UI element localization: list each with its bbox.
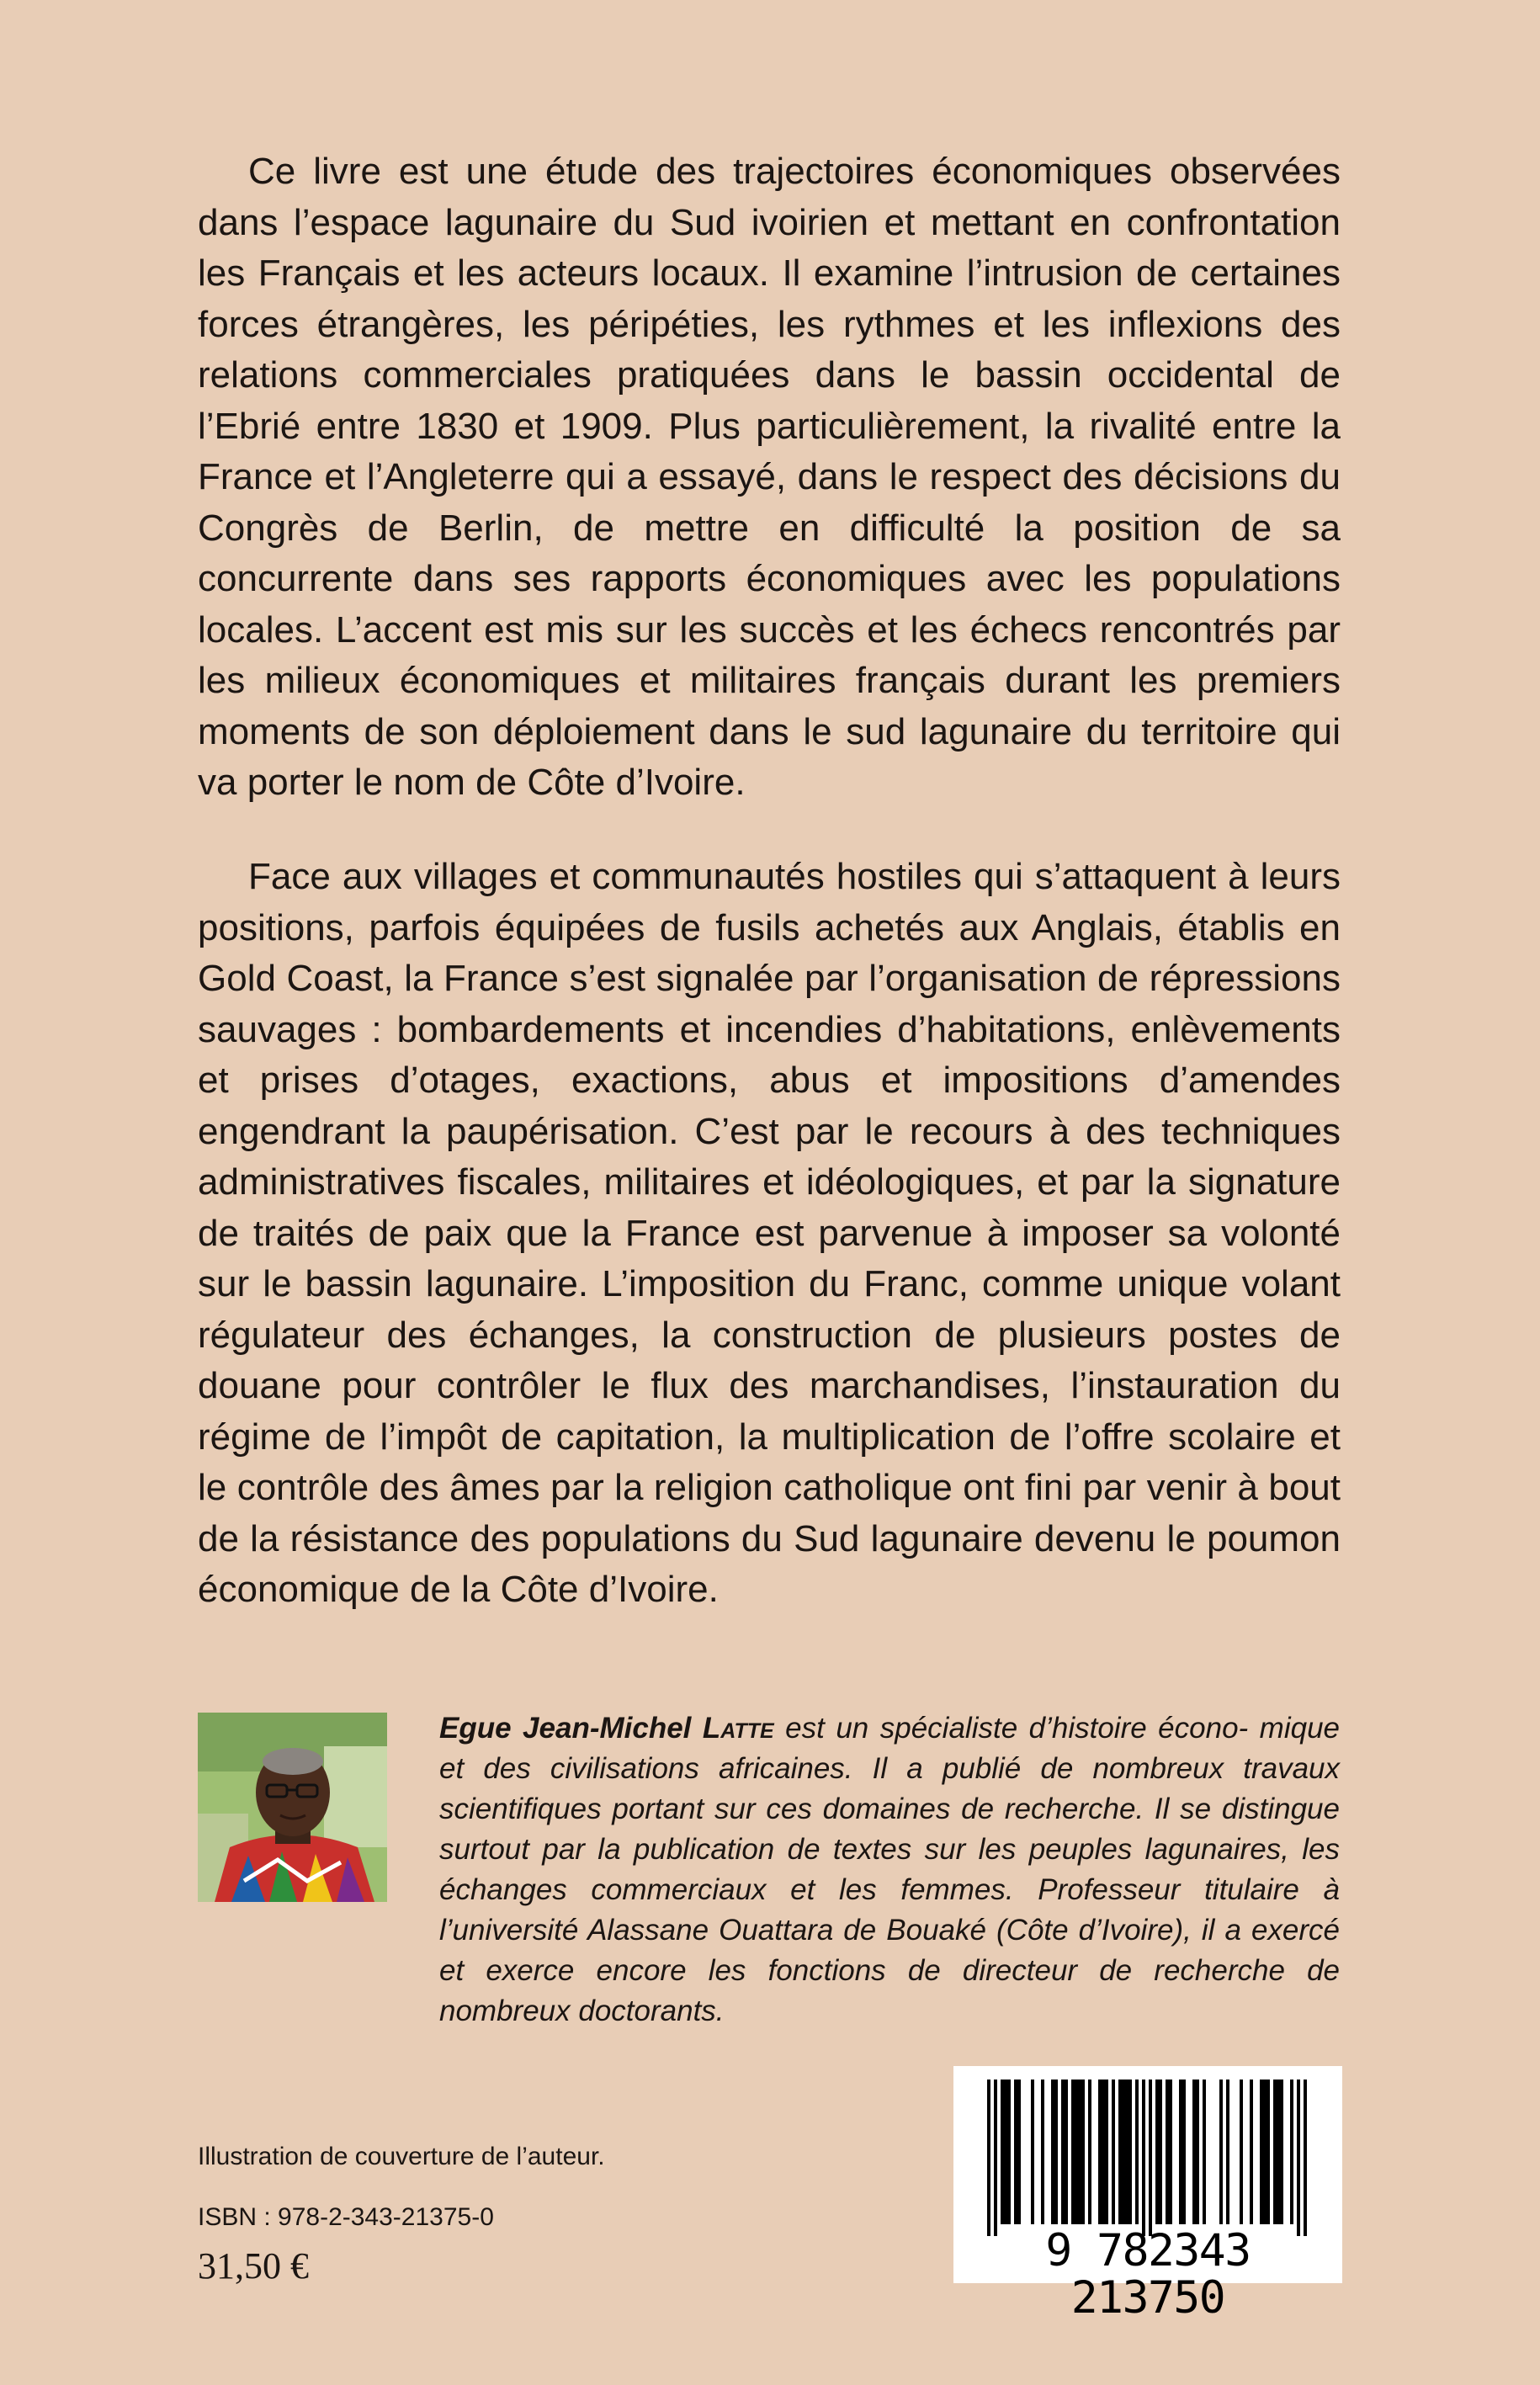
- barcode-bar: [1098, 2080, 1102, 2224]
- barcode-bar: [1304, 2080, 1307, 2236]
- barcode-bar: [1007, 2080, 1011, 2224]
- barcode-bar: [1267, 2080, 1270, 2224]
- barcode-bar: [1273, 2080, 1277, 2224]
- barcode-bar: [1250, 2080, 1253, 2224]
- barcode-bar: [1219, 2080, 1223, 2224]
- barcode-bar: [1226, 2080, 1229, 2224]
- barcode-bar: [1075, 2080, 1078, 2224]
- cover-illustration-credit: Illustration de couverture de l’auteur.: [198, 2143, 605, 2170]
- barcode-bar: [1142, 2080, 1145, 2236]
- barcode-bar: [1297, 2080, 1300, 2236]
- barcode-bar: [1166, 2080, 1169, 2224]
- author-bio: [439, 1708, 1340, 2032]
- barcode-bar: [1125, 2080, 1128, 2224]
- barcode-bar: [1179, 2080, 1182, 2224]
- barcode-bar: [1014, 2080, 1017, 2224]
- barcode-bar: [1203, 2080, 1206, 2224]
- barcode-bar: [1004, 2080, 1007, 2224]
- barcode-bar: [1102, 2080, 1105, 2224]
- barcode-bar: [1122, 2080, 1125, 2224]
- barcode-bar: [994, 2080, 997, 2236]
- author-surname: Latte: [702, 1712, 774, 1745]
- barcode-bar: [1054, 2080, 1058, 2224]
- summary-paragraph-1: Ce livre est une étude des trajectoires économiques observées dans l’espace lagunaire du Sud ivoirien et mettant en confrontation les Français et les acteurs locaux. Il examine l’intrusion de certaines forces étrangères, les péripéties, les rythmes et les inflexions des relations commerciales pratiquées dans le bassin occidental de l’Ebrié entre 1830 et 1909. Plus particulièrement, la rivalité entre la France et l’Angleterre qui a essayé, dans le respect des décisions du Congrès de Berlin, de mettre en difficulté la position de sa concurrente dans ses rapports économiques avec les populations locales. L’accent est mis sur les succès et les échecs rencontrés par les milieux économiques et militaires français durant les premiers moments de son déploiement dans le sud lagunaire du territoire qui va porter le nom de Côte d’Ivoire.: [198, 151, 1341, 803]
- barcode-bar: [1031, 2080, 1034, 2224]
- barcode: [953, 2066, 1342, 2324]
- barcode-bar: [1196, 2080, 1199, 2224]
- barcode-bar: [987, 2080, 990, 2236]
- barcode-bar: [1149, 2080, 1152, 2236]
- author-first-names: Egue Jean-Michel: [439, 1712, 692, 1745]
- price: 31,50 €: [198, 2245, 309, 2287]
- barcode-digits: 9 782343 213750: [1045, 2225, 1251, 2324]
- barcode-bar: [1182, 2080, 1186, 2224]
- barcode-bar: [1105, 2080, 1108, 2224]
- barcode-bar: [1280, 2080, 1283, 2224]
- barcode-bar: [1169, 2080, 1172, 2224]
- barcode-bar: [1065, 2080, 1068, 2224]
- barcode-bar: [1112, 2080, 1115, 2224]
- barcode-bar: [1159, 2080, 1162, 2224]
- barcode-bar: [1051, 2080, 1054, 2224]
- barcode-bar: [1260, 2080, 1263, 2224]
- barcode-bar: [1263, 2080, 1267, 2224]
- isbn: ISBN : 978-2-343-21375-0: [198, 2203, 494, 2231]
- barcode-bar: [1135, 2080, 1139, 2224]
- barcode-bar: [1192, 2080, 1196, 2224]
- author-bio-text: est un spécialiste d’histoire écono- mique et des civilisations africaines. Il a publié de nombreux travaux scientifiques portant sur ces domaines de recherche. Il se distingue surtout par la publication de textes sur les peuples lagunaires, les échanges commerciaux et les femmes. Professeur titulaire à l’université Alassane Ouattara de Bouaké (Côte d’Ivoire), il a exercé et exerce encore les fonctions de directeur de recherche de nombreux doctorants.: [439, 1712, 1341, 2027]
- barcode-bar: [1277, 2080, 1280, 2224]
- barcode-bar: [1041, 2080, 1044, 2224]
- barcode-bar: [1240, 2080, 1243, 2224]
- barcode-bar: [1155, 2080, 1159, 2224]
- barcode-bar: [1118, 2080, 1122, 2224]
- barcode-bar: [1061, 2080, 1065, 2224]
- author-photo: [198, 1713, 387, 1902]
- barcode-bar: [1017, 2080, 1021, 2224]
- barcode-bar: [1071, 2080, 1075, 2224]
- barcode-bar: [1088, 2080, 1091, 2224]
- barcode-bar: [1001, 2080, 1004, 2224]
- barcode-bar: [1081, 2080, 1085, 2224]
- barcode-bar: [1128, 2080, 1132, 2224]
- summary-paragraph-2: Face aux villages et communautés hostiles qui s’attaquent à leurs positions, parfois équipées de fusils achetés aux Anglais, établis en Gold Coast, la France s’est signalée par l’organisation de répressions sauvages : bombardements et incendies d’habitations, enlèvements et prises d’otages, exactions, abus et impositions d’amendes engendrant la paupérisation. C’est par le recours à des techniques administratives fiscales, militaires et idéologiques, et par la signature de traités de paix que la France est parvenue à imposer sa volonté sur le bassin lagunaire. L’imposition du Franc, comme unique volant régulateur des échanges, la construction de plusieurs postes de douane pour contrôler le flux des marchandises, l’instauration du régime de l’impôt de capitation, la multiplication de l’offre scolaire et le contrôle des âmes par la religion catholique ont fini par venir à bout de la résistance des populations du Sud lagunaire devenu le poumon économique de la Côte d’Ivoire.: [198, 856, 1341, 1610]
- barcode-bar: [1290, 2080, 1293, 2224]
- barcode-bar: [1078, 2080, 1081, 2224]
